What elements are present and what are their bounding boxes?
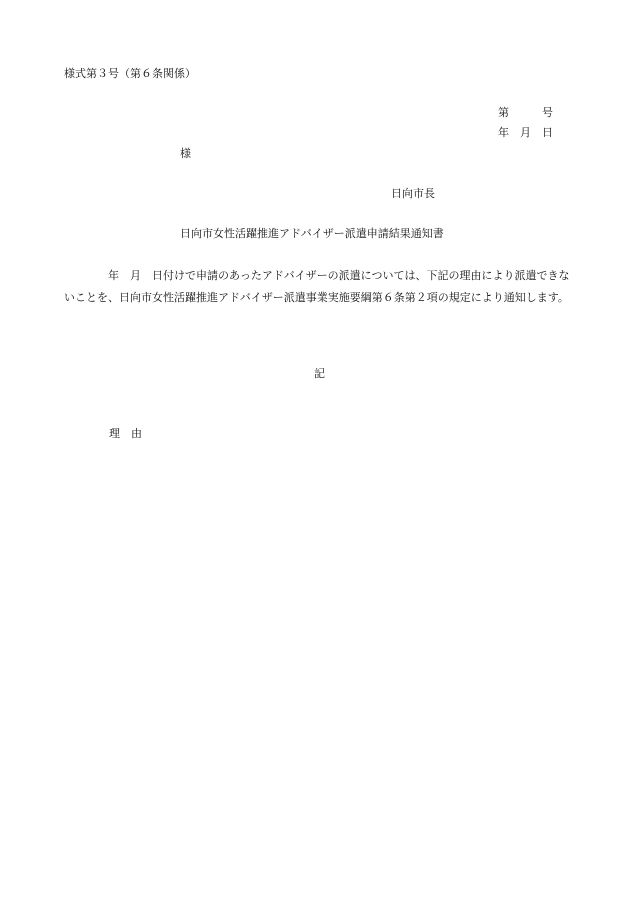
body-paragraph: 年 月 日付けで申請のあったアドバイザーの派遣については、下記の理由により派遣できないことを、日向市女性活躍推進アドバイザー派遣事業実施要綱第６条第２項の規定により通知します。 bbox=[64, 269, 570, 304]
sender-name: 日向市長 bbox=[391, 187, 435, 200]
document-title: 日向市女性活躍推進アドバイザー派遣申請結果通知書 bbox=[180, 227, 444, 240]
ki-heading: 記 bbox=[314, 367, 325, 380]
form-label: 様式第３号（第６条関係） bbox=[64, 67, 196, 80]
document-number-line: 第 号 bbox=[498, 106, 553, 119]
date-line: 年 月 日 bbox=[498, 126, 553, 139]
reason-label: 理 由 bbox=[109, 427, 142, 440]
recipient-line: 様 bbox=[180, 147, 191, 160]
